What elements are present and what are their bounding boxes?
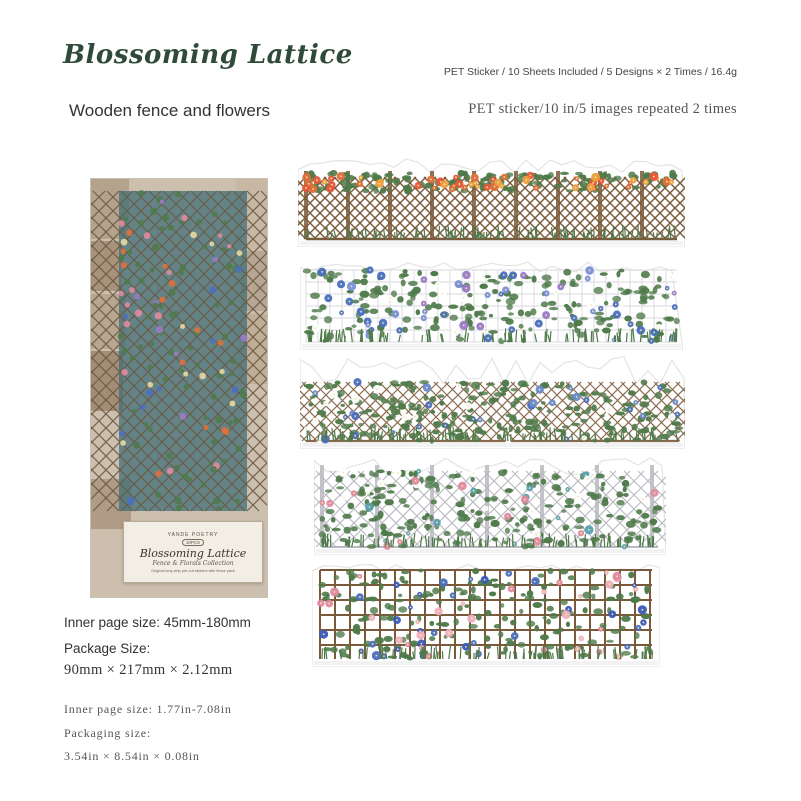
package-size-mm: 90mm × 217mm × 2.12mm [64,662,233,678]
package-brand: YANDE POETRY [167,531,219,538]
sticker-strip-4-art [314,455,666,555]
spec-line-alt: PET sticker/10 in/5 images repeated 2 times [468,101,737,117]
package-image [90,178,268,598]
sticker-strip-1-art [298,155,685,247]
sticker-strip-3 [300,352,685,449]
package-label-card [123,521,263,583]
packaging-size-label: Packaging size: [64,726,151,740]
package-size-label: Package Size: [64,641,151,656]
package-count-badge: 10PCS [182,539,204,546]
package-label-description: Original long strip pre-cut stickers with fence pack [151,568,235,573]
inner-page-size-inches: Inner page size: 1.77in-7.08in [64,702,232,716]
inner-page-size: Inner page size: 45mm-180mm [64,615,251,630]
product-title: Blossoming Lattice [63,40,353,70]
sticker-strip-2-art [300,258,683,350]
package-label-title: Blossoming Lattice [139,546,247,560]
sticker-strip-1 [298,155,685,247]
sticker-strip-4 [314,455,666,555]
spec-line: PET Sticker / 10 Sheets Included / 5 Designs × 2 Times / 16.4g [443,66,737,78]
sticker-strip-5-art [312,560,660,667]
sticker-strip-3-art [300,352,685,449]
packaging-size-inches: 3.54in × 8.54in × 0.08in [64,749,200,763]
product-subtitle: Wooden fence and flowers [69,101,270,120]
sticker-strip-2 [300,258,683,350]
package-label-subtitle: Fence & Florals Collection [152,559,234,567]
sticker-strip-5 [312,560,660,667]
